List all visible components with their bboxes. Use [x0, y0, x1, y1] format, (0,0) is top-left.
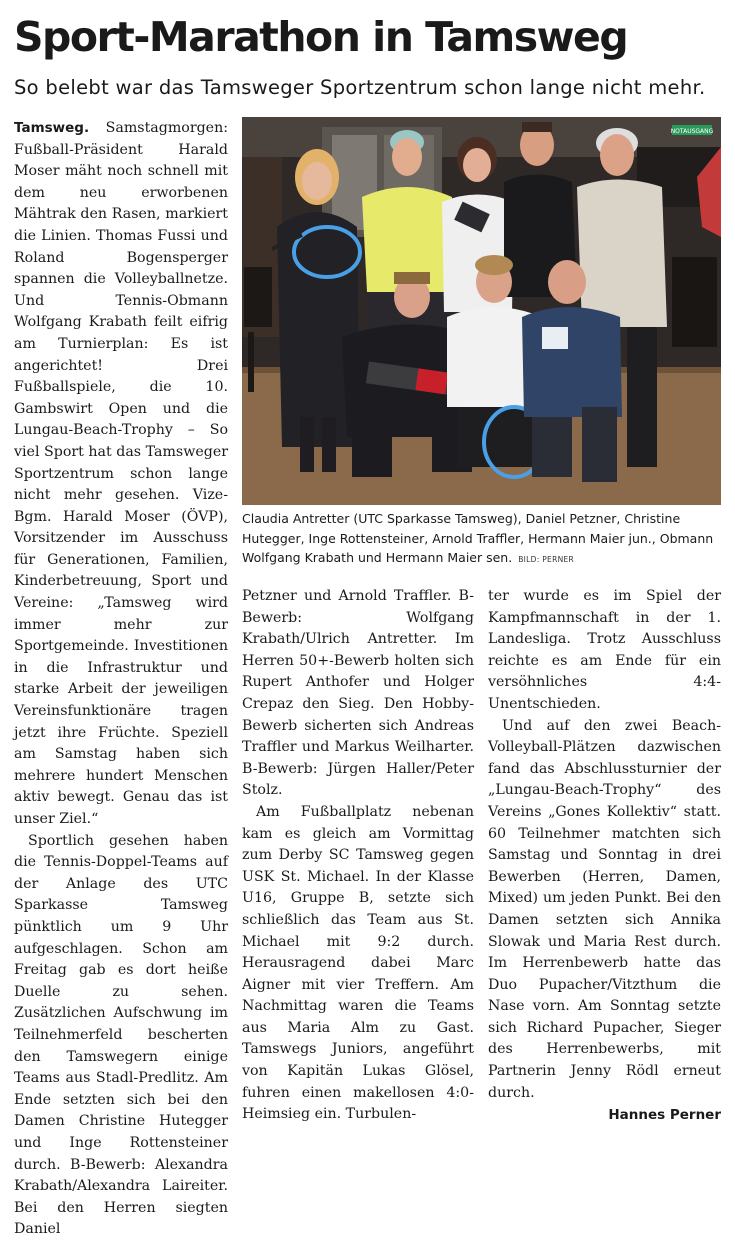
- paragraph-5: ter wurde es im Spiel der Kampfmannschaft in der 1. Landesliga. Trotz Ausschluss reichte es am Ende für ein versöhnliches 4:4-Unentschieden.: [488, 588, 721, 712]
- headline: Sport-Marathon in Tamsweg: [14, 13, 628, 61]
- text-column-2: [242, 586, 474, 1126]
- exit-sign-text: NOTAUSGANG: [670, 128, 714, 135]
- text-column-3: [488, 586, 721, 1127]
- team-photo: [242, 117, 721, 505]
- blue-hoodie: [522, 307, 622, 417]
- paragraph-3: Petzner und Arnold Traffler. B-Bewerb: Wolfgang Krabath/Ulrich Antretter. Im Herren 50+-Bewerb holten sich Rupert Anthofer und Holger Crepaz den Sieg. Den Hobby-Bewerb sicherten sich Andreas Traffler und Markus Weilharter. B-Bewerb: Jürgen Haller/Peter Stolz.: [242, 588, 474, 799]
- chair: [672, 257, 717, 347]
- dateline: Tamsweg.: [14, 120, 90, 136]
- face: [302, 162, 332, 200]
- paragraph-1-text: Samstagmorgen: Fußball-Präsident Harald Moser mäht noch schnell mit dem neu erworbenen Mähtrak den Rasen, markiert die Linien. Thomas Fussi und Roland Bogensperger spannen die Volleyballnetze. Und Tennis-Obmann Wolfgang Krabath feilt eifrig am Turnierplan: Es ist angerichtet! Drei Fußballspiele, die 10. Gambswirt Open und die Lungau-Beach-Trophy – So viel Sport hat das Tamsweger Sportzentrum schon lange nicht mehr gesehen. Vize-Bgm. Harald Moser (ÖVP), Vorsitzender im Ausschuss für Generationen, Familien, Kinderbetreuung, Sport und Vereine: „Tamsweg wird immer mehr zur Sportgemeinde. Investitionen in die Infrastruktur und starke Arbeit der jeweiligen Vereinsfunktionäre tragen jetzt ihre Früchte. Speziell am Samstag haben sich mehrere hundert Menschen aktiv bewegt. Genau das ist unser Ziel.“: [14, 120, 228, 827]
- text-column-1: [14, 118, 228, 1241]
- photo-caption: [242, 509, 721, 570]
- author: Hannes Perner: [608, 1107, 721, 1124]
- subheadline: So belebt war das Tamsweger Sportzentrum schon lange nicht mehr.: [14, 76, 706, 99]
- paragraph-6: Und auf den zwei Beach-Volleyball-Plätzen dazwischen fand das Abschlussturnier der „Lungau-Beach-Trophy“ des Vereins „Gones Kollektiv“ statt. 60 Teilnehmer matchten sich Samstag und Sonntag in drei Bewerben (Herren, Damen, Mixed) um jeden Punkt. Bei den Damen setzten sich Annika Slowak und Maria Rest durch. Im Herrenbewerb hatte das Duo Pupacher/Vitzthum die Nase vorn. Am Sonntag setzte sich Richard Pupacher, Sieger des Herrenbewerbs, mit Partnerin Jenny Rödl erneut durch.: [488, 717, 721, 1101]
- caption-text: Claudia Antretter (UTC Sparkasse Tamsweg), Daniel Petzner, Christine Hutegger, Inge Rottensteiner, Arnold Traffler, Hermann Maier jun., Obmann Wolfgang Krabath und Hermann Maier sen.: [242, 511, 714, 565]
- face: [548, 260, 586, 304]
- checked-shirt: [577, 180, 667, 328]
- team-photo-illustration: [242, 117, 721, 505]
- face: [600, 134, 634, 176]
- paragraph-1: [14, 118, 228, 831]
- paragraph-4: Am Fußballplatz nebenan kam es gleich am Vormittag zum Derby SC Tamsweg gegen USK St. Michael. In der Klasse U16, Gruppe B, setzte sich schließlich das Team aus St. Michael mit 9:2 durch. Herausragend dabei Marc Aigner mit vier Treffern. Am Nachmittag waren die Teams aus Maria Alm zu Gast. Tamswegs Juniors, angeführt von Kapitän Lukas Glösel, fuhren einen makellosen 4:0-Heimsieg ein. Turbulen-: [242, 803, 474, 1123]
- face: [463, 148, 491, 182]
- photo-credit: BILD: PERNER: [518, 555, 575, 564]
- face: [392, 138, 422, 176]
- paragraph-2: Sportlich gesehen haben die Tennis-Doppel-Teams auf der Anlage des UTC Sparkasse Tamsweg pünktlich um 9 Uhr aufgeschlagen. Schon am Freitag gab es dort heiße Duelle zu sehen. Zusätzlichen Aufschwung im Teilnehmerfeld bescherten den Tamswegern einige Teams aus Stadl-Predlitz. Am Ende setzten sich bei den Damen Christine Hutegger und Inge Rottensteiner durch. B-Bewerb: Alexandra Krabath/Alexandra Laireiter. Bei den Herren siegten Daniel: [14, 832, 228, 1238]
